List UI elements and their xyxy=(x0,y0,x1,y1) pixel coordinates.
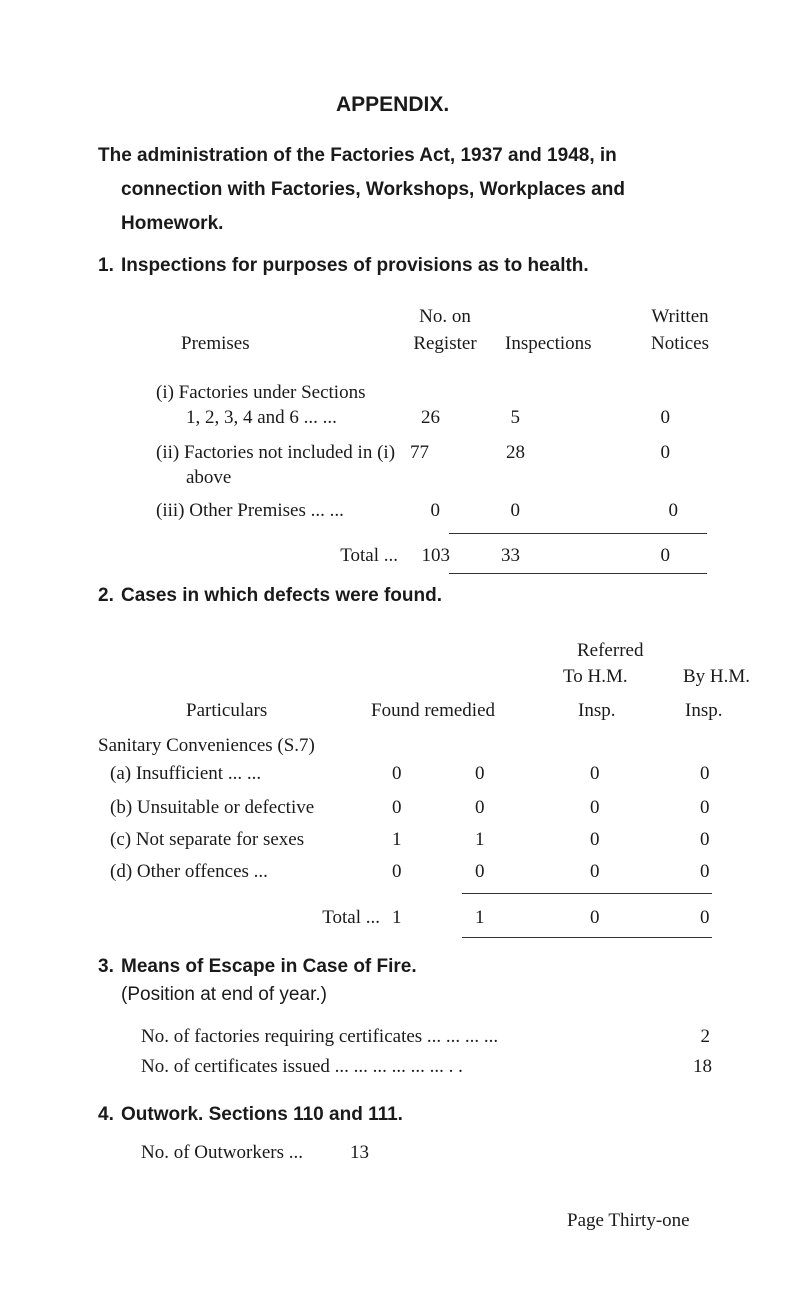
header-no-on: No. on xyxy=(419,306,471,327)
s2-rule-bottom xyxy=(462,937,712,938)
page-footer: Page Thirty-one xyxy=(567,1210,690,1231)
s2-total-by: 0 xyxy=(700,907,710,928)
header-inspections: Inspections xyxy=(505,333,592,354)
s2-row-b-label: (b) Unsuitable or defective xyxy=(110,797,315,818)
header-referred: Referred xyxy=(577,640,644,661)
s1-total-register: 103 xyxy=(421,545,450,566)
s2-row-b-by: 0 xyxy=(700,797,710,818)
s4-line-value: 13 xyxy=(350,1142,369,1163)
header-written: Written xyxy=(651,306,709,327)
section-3-number: 3. xyxy=(98,956,114,977)
s1-row-3-notices: 0 xyxy=(668,500,678,521)
s2-row-d-remedied: 0 xyxy=(475,861,485,882)
section-3-subtitle: (Position at end of year.) xyxy=(121,984,327,1005)
header-particulars: Particulars xyxy=(186,700,268,721)
s1-row-2-inspections: 28 xyxy=(506,442,525,463)
header-to-hm: To H.M. xyxy=(563,666,628,687)
s2-row-d-found: 0 xyxy=(392,861,402,882)
s1-row-2-notices: 0 xyxy=(660,442,670,463)
s1-row-2-label-1: (ii) Factories not included in (i) xyxy=(156,442,396,463)
s1-total-notices: 0 xyxy=(660,545,670,566)
s2-row-c-remedied: 1 xyxy=(475,829,485,850)
s3-line-2-label: No. of certificates issued ... ... ... ... ... ... . . xyxy=(141,1056,463,1077)
s2-row-d-label: (d) Other offences ... xyxy=(110,861,268,882)
s1-rule-bottom xyxy=(449,573,707,574)
s2-row-c-found: 1 xyxy=(392,829,402,850)
intro-line-3: Homework. xyxy=(121,213,224,234)
s1-row-1-label-1: (i) Factories under Sections xyxy=(156,382,366,403)
section-2-title: Cases in which defects were found. xyxy=(121,585,442,606)
s1-rule-top xyxy=(449,533,707,534)
s3-line-1-value: 2 xyxy=(700,1026,710,1047)
section-2-number: 2. xyxy=(98,585,114,606)
intro-line-2: connection with Factories, Workshops, Workplaces and xyxy=(121,179,625,200)
s2-row-a-by: 0 xyxy=(700,763,710,784)
s1-total-inspections: 33 xyxy=(501,545,520,566)
header-insp-to: Insp. xyxy=(578,700,616,721)
s1-row-3-register: 0 xyxy=(430,500,440,521)
s2-row-c-by: 0 xyxy=(700,829,710,850)
s2-total-found: 1 xyxy=(392,907,402,928)
header-premises: Premises xyxy=(181,333,250,354)
s2-rule-top xyxy=(462,893,712,894)
s2-group-label: Sanitary Conveniences (S.7) xyxy=(98,735,315,756)
header-by-hm: By H.M. xyxy=(683,666,751,687)
s1-row-1-inspections: 5 xyxy=(510,407,520,428)
s1-total-label: Total ... xyxy=(340,545,398,566)
header-notices: Notices xyxy=(650,333,710,354)
s2-row-b-remedied: 0 xyxy=(475,797,485,818)
s2-row-a-to: 0 xyxy=(590,763,600,784)
section-1-number: 1. xyxy=(98,255,114,276)
s2-row-a-remedied: 0 xyxy=(475,763,485,784)
header-register: Register xyxy=(413,333,477,354)
s2-row-a-label: (a) Insufficient ... ... xyxy=(110,763,262,784)
s1-row-2-register: 77 xyxy=(410,442,429,463)
s2-total-remedied: 1 xyxy=(475,907,485,928)
s1-row-3-inspections: 0 xyxy=(510,500,520,521)
intro-line-1: The administration of the Factories Act, 1937 and 1948, in xyxy=(98,145,617,166)
s3-line-1-label: No. of factories requiring certificates ... ... ... ... xyxy=(141,1026,499,1047)
s2-total-label: Total ... xyxy=(322,907,380,928)
section-1-title: Inspections for purposes of provisions as to health. xyxy=(121,255,589,276)
s2-row-b-found: 0 xyxy=(392,797,402,818)
header-insp-by: Insp. xyxy=(685,700,723,721)
s2-row-d-to: 0 xyxy=(590,861,600,882)
header-found-remedied: Found remedied xyxy=(371,700,496,721)
s2-row-c-to: 0 xyxy=(590,829,600,850)
s1-row-2-label-2: above xyxy=(186,467,232,488)
s2-row-d-by: 0 xyxy=(700,861,710,882)
s2-total-to: 0 xyxy=(590,907,600,928)
s1-row-1-notices: 0 xyxy=(660,407,670,428)
s1-row-1-label-2: 1, 2, 3, 4 and 6 ... ... xyxy=(186,407,337,428)
appendix-title: APPENDIX. xyxy=(336,93,450,116)
s2-row-b-to: 0 xyxy=(590,797,600,818)
s3-line-2-value: 18 xyxy=(693,1056,712,1077)
s1-row-1-register: 26 xyxy=(421,407,440,428)
section-3-title: Means of Escape in Case of Fire. xyxy=(121,956,417,977)
s1-row-3-label: (iii) Other Premises ... ... xyxy=(156,500,344,521)
s4-line-label: No. of Outworkers ... xyxy=(141,1142,304,1163)
s2-row-c-label: (c) Not separate for sexes xyxy=(110,829,305,850)
section-4-number: 4. xyxy=(98,1104,114,1125)
section-4-title: Outwork. Sections 110 and 111. xyxy=(121,1104,403,1125)
s2-row-a-found: 0 xyxy=(392,763,402,784)
